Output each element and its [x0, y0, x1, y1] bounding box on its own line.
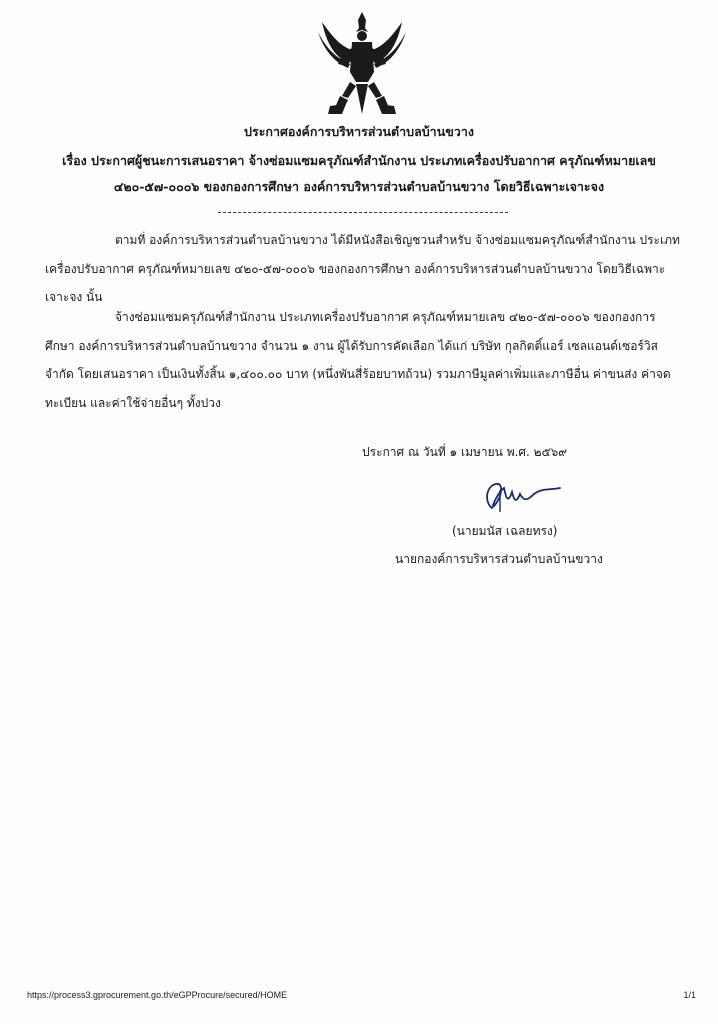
announcement-date: ประกาศ ณ วันที่ ๑ เมษายน พ.ศ. ๒๕๖๙: [362, 445, 568, 459]
handwritten-signature: [478, 478, 562, 518]
signer-name: (นายมนัส เฉลยทรง): [452, 524, 558, 538]
footer-page-number: 1/1: [683, 990, 696, 1000]
document-subject: เรื่อง ประกาศผู้ชนะการเสนอราคา จ้างซ่อมแซมครุภัณฑ์สำนักงาน ประเภทเครื่องปรับอากาศ ครุภัณฑ์หมายเลข: [62, 153, 656, 168]
document-title: ประกาศองค์การบริหารส่วนตำบลบ้านขวาง: [244, 124, 474, 139]
paragraph-1-text: ตามที่ องค์การบริหารส่วนตำบลบ้านขวาง ได้มีหนังสือเชิญชวนสำหรับ จ้างซ่อมแซมครุภัณฑ์สำนักงาน ประเภทเครื่องปรับอากาศ ครุภัณฑ์หมายเลข ๔๒๐-๕๗-๐๐๐๖ ของกองการศึกษา องค์การบริหารส่วนตำบลบ้านขวาง โดยวิธีเฉพาะเจาะจง นั้น: [45, 233, 680, 304]
body-paragraph-1: [45, 226, 685, 312]
paragraph-2-text: จ้างซ่อมแซมครุภัณฑ์สำนักงาน ประเภทเครื่องปรับอากาศ ครุภัณฑ์หมายเลข ๔๒๐-๕๗-๐๐๐๖ ของกองการศึกษา องค์การบริหารส่วนตำบลบ้านขวาง จำนวน ๑ งาน ผู้ได้รับการคัดเลือก ได้แก่ บริษัท กุลกิตติ์แอร์ เซลแอนด์เซอร์วิส จำกัด โดยเสนอราคา เป็นเงินทั้งสิ้น ๑,๔๐๐.๐๐ บาท (หนึ่งพันสี่ร้อยบาทถ้วน) รวมภาษีมูลค่าเพิ่มและภาษีอื่น ค่าขนส่ง ค่าจดทะเบียน และค่าใช้จ่ายอื่นๆ ทั้งปวง: [45, 310, 671, 410]
signer-position: นายกองค์การบริหารส่วนตำบลบ้านขวาง: [395, 552, 603, 566]
document-subject-continued: ๔๒๐-๕๗-๐๐๐๖ ของกองการศึกษา องค์การบริหารส่วนตำบลบ้านขวาง โดยวิธีเฉพาะเจาะจง: [113, 179, 605, 194]
footer-url: https://process3.gprocurement.go.th/eGPProcure/secured/HOME: [27, 990, 288, 1000]
title-divider: [218, 212, 508, 213]
body-paragraph-2: [45, 303, 685, 417]
garuda-emblem: [312, 10, 412, 118]
